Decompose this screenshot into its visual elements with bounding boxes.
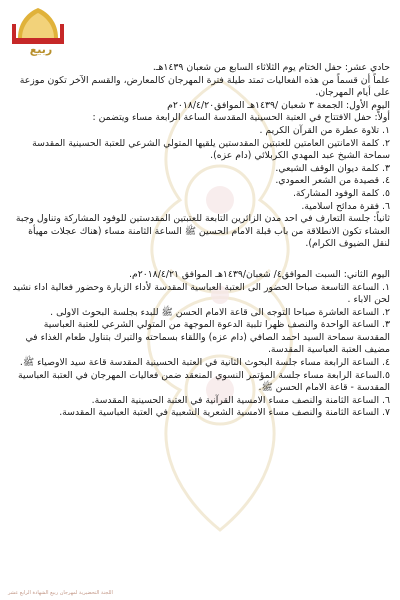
day2-title: اليوم الثاني: السبت الموافق٤/ شعبان/١٤٣٩هـ الموافق ٢٠١٨/٤/٢١م.	[129, 268, 390, 280]
logo-text: ربيع	[29, 43, 53, 56]
document-body	[12, 62, 390, 578]
list-item: ٥. كلمة الوفود المشاركة.	[292, 187, 390, 199]
list-item: ٤. قصيدة من الشعر العمودي.	[275, 175, 390, 187]
dome-emblem-icon	[6, 4, 70, 66]
closing-ceremony-line: حادي عشر: حفل الختام يوم الثلاثاء السابع من شعبان ١٤٣٩هـ.	[152, 62, 390, 73]
festival-logo	[6, 4, 70, 66]
day1-second: ثانياً: جلسة التعارف في احد مدن الزائرين التابعة للعتبتين المقدستين للوفود المشاركة وتناول وجبة العشاء تكون الانطلاقة من باب قبلة الامام الحسين ﷺ الساعة الثامنة مساء (هناك عجلات مهيأة لنقل الضيوف الكرام).	[15, 213, 390, 250]
day1-title: اليوم الأول: الجمعة ٣ شعبان /١٤٣٩هـ الموافق٢٠١٨/٤/٢٠م	[167, 99, 390, 111]
day1-subtitle: أولاً: حفل الافتتاح في العتبة الحسينية المقدسة الساعة الرابعة مساء ويتضمن :	[92, 112, 390, 124]
list-item: ٥.الساعة الرابعة مساء جلسة المؤتمر النسوي المنعقد ضمن فعاليات المهرجان في العتبة العباسية المقدسة - قاعة الامام الحسن ﷺ.	[18, 369, 390, 394]
list-item: ٧. الساعة الثامنة والنصف مساء الامسية الشعرية الشعبية في العتبة العباسية المقدسة.	[59, 407, 390, 419]
day1-list	[12, 125, 390, 213]
list-item: ٤. الساعة الرابعة مساء جلسة البحوث الثانية في العتبة الحسينية المقدسة قاعة سيد الاوصياء ﷺ.	[19, 357, 390, 369]
list-item: ١. الساعة التاسعة صباحا الحضور الى العتبة العباسية المقدسة لأداء الزيارة وحضور فعالية اداء نشيد لحن الاباء .	[12, 281, 390, 306]
list-item: ٣. الساعة الواحدة والنصف ظهرا تلبية الدعوة الموجهة من المتولي الشرعي للعتبة العباسية المقدسة سماحة السيد احمد الصافي (دام عزه) واللقاء بسماحته والتبرك بتناول طعام الغذاء في مضيف العتبة العباسية المقدسة.	[25, 319, 390, 356]
list-item: ٣. كلمة ديوان الوقف الشيعي.	[275, 162, 390, 174]
list-item: ٦. الساعة الثامنة والنصف مساء الامسية القرآنية في العتبة الحسينية المقدسة.	[91, 394, 390, 406]
day2-list	[12, 282, 390, 421]
list-item: ١. تلاوة عطرة من القرآن الكريم .	[259, 124, 390, 136]
footer-text: اللجنة التحضيرية لمهرجان ربيع الشهادة الرابع عشر	[8, 590, 113, 596]
list-item: ٢. كلمة الامانتين العامتين للعتبتين المقدستين يلقيها المتولي الشرعي للعتبة الحسينية المقدسة سماحة الشيخ عبد المهدي الكربلائي (دام عزه).	[32, 137, 390, 162]
intro-note: علماً أن قسماً من هذه الفعاليات تمتد طيلة فترة المهرجان كالمعارض، والقسم الآخر تكون موزعة على أيام المهرجان.	[19, 74, 390, 99]
list-item: ٦. فقرة مدائح اسلامية.	[301, 200, 390, 212]
list-item: ٢. الساعة العاشرة صباحا التوجه الى قاعة الامام الحسن ﷺ للبدء بجلسة البحوث الاولى .	[50, 306, 390, 318]
